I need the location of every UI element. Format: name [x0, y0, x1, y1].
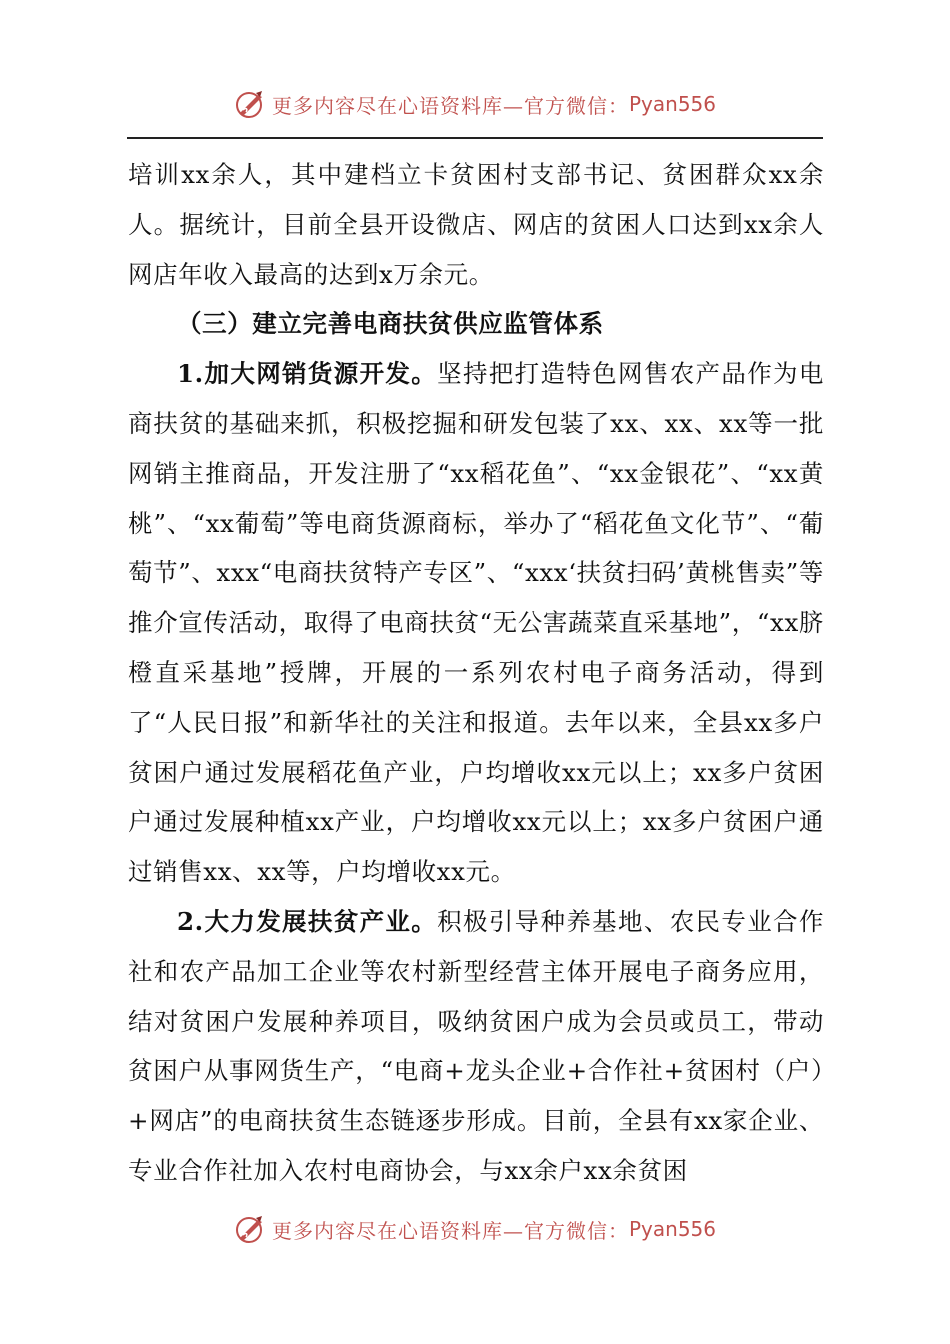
paragraph-continued: 培训xx余人，其中建档立卡贫困村支部书记、贫困群众xx余人。据统计，目前全县开设微店、网店的贫困人口达到xx余人网店年收入最高的达到x万余元。	[128, 160, 824, 289]
document-body	[128, 150, 824, 1196]
watermark-wechat-id: Pyan556	[628, 1217, 716, 1241]
section-heading: （三）建立完善电商扶贫供应监管体系	[177, 309, 604, 339]
watermark-text: 更多内容尽在心语资料库—官方微信：	[271, 93, 629, 118]
header-watermark	[0, 86, 950, 122]
paragraph-1-body: 坚持把打造特色网售农产品作为电商扶贫的基础来抓，积极挖掘和研发包装了xx、xx、xx等一批网销主推商品，开发注册了“xx稻花鱼”、“xx金银花”、“xx黄桃”、“xx葡萄”等电商货源商标，举办了“稻花鱼文化节”、“葡萄节”、xxx“电商扶贫特产专区”、“xxx‘扶贫扫码’黄桃售卖”等推介宣传活动，取得了电商扶贫“无公害蔬菜直采基地”，“xx脐橙直采基地”授牌，开展的一系列农村电子商务活动，得到了“人民日报”和新华社的关注和报道。去年以来，全县xx多户贫困户通过发展稻花鱼产业，户均增收xx元以上；xx多户贫困户通过发展种植xx产业，户均增收xx元以上；xx多户贫困户通过销售xx、xx等，户均增收xx元。	[128, 359, 825, 887]
footer-watermark	[0, 1211, 950, 1247]
header-divider	[127, 137, 823, 139]
pen-logo-icon	[234, 1213, 266, 1245]
watermark-text: 更多内容尽在心语资料库—官方微信：	[271, 1218, 629, 1243]
pen-logo-icon	[234, 88, 266, 120]
paragraph-2-lead: 2.大力发展扶贫产业。	[177, 906, 438, 936]
paragraph-2-body: 积极引导种养基地、农民专业合作社和农产品加工企业等农村新型经营主体开展电子商务应用，结对贫困户发展种养项目，吸纳贫困户成为会员或员工，带动贫困户从事网货生产，“电商+龙头企业+合作社+贫困村（户）+网店”的电商扶贫生态链逐步形成。目前，全县有xx家企业、专业合作社加入农村电商协会，与xx余户xx余贫困	[128, 906, 824, 1185]
paragraph-1-lead: 1.加大网销货源开发。	[177, 359, 438, 389]
paragraph-2	[128, 897, 824, 1196]
paragraph-1	[128, 349, 824, 897]
watermark-wechat-id: Pyan556	[628, 92, 716, 116]
